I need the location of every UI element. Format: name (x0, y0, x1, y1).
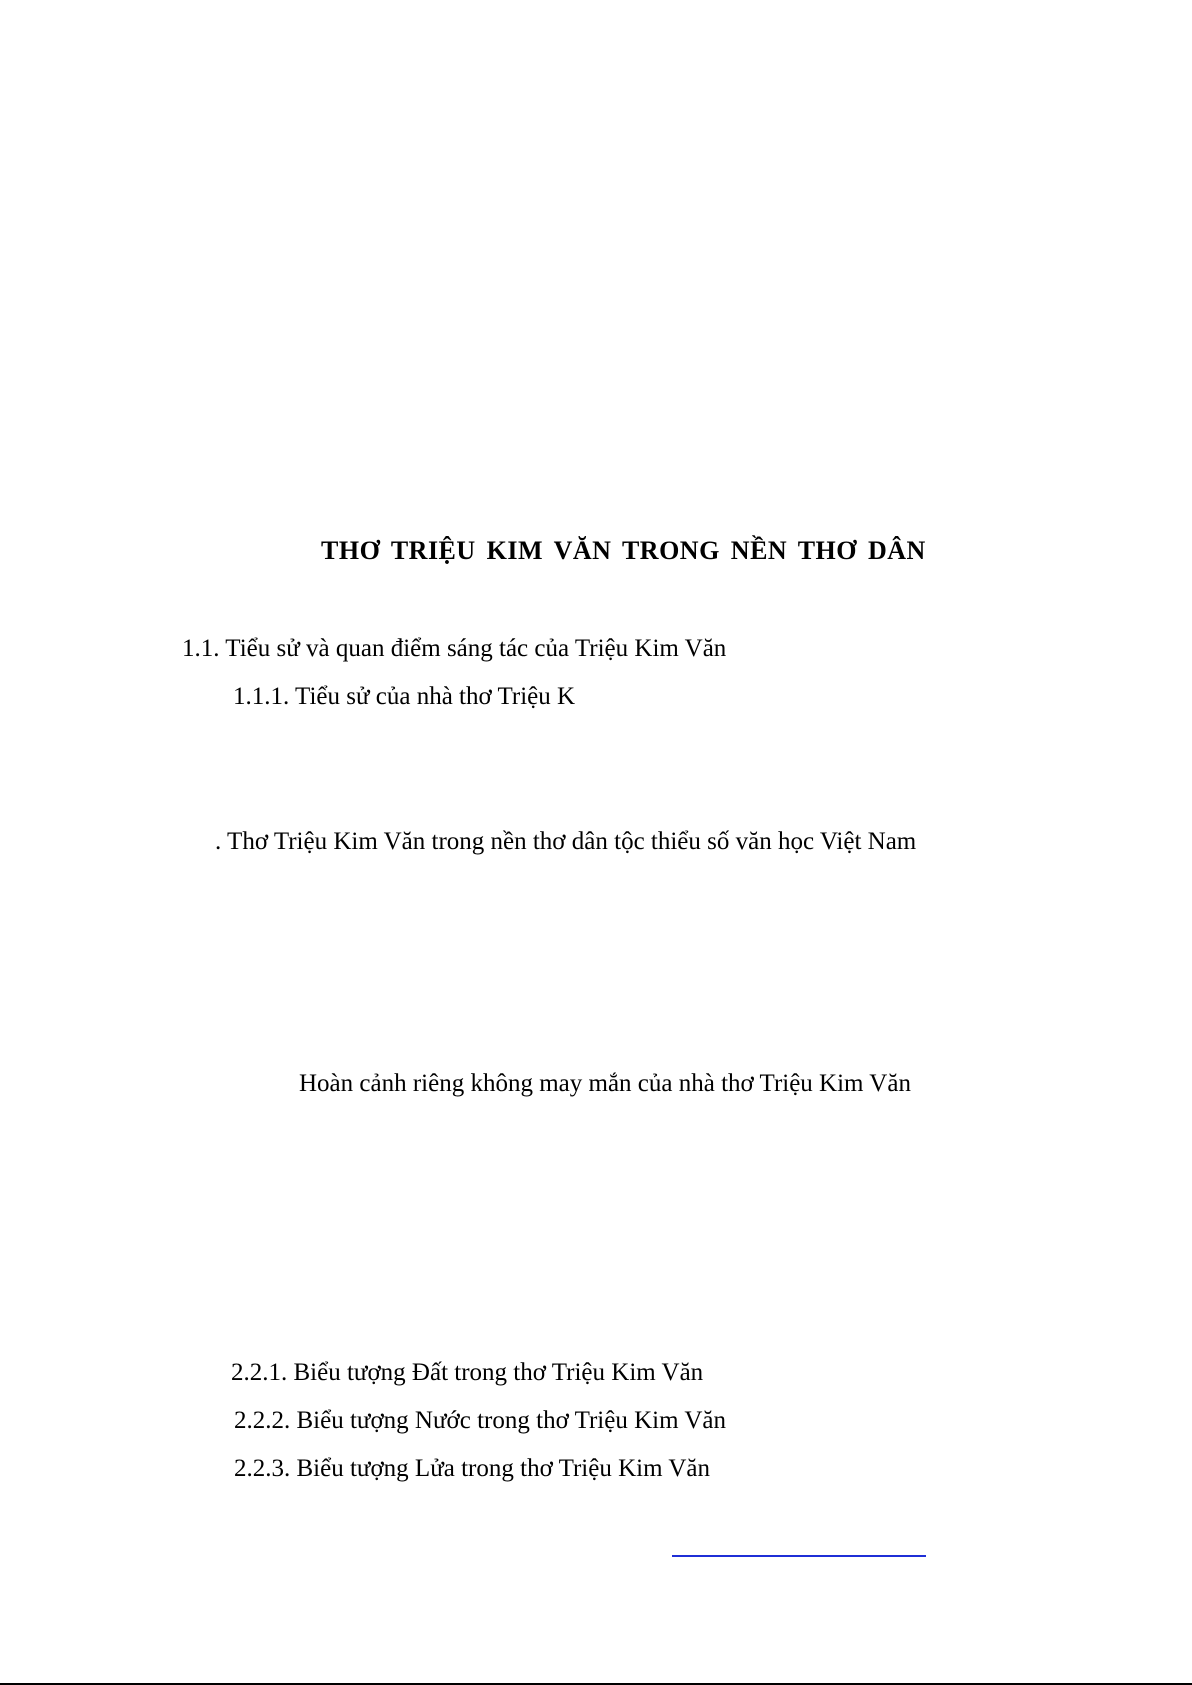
toc-entry-tho-trieu-kim-van: . Thơ Triệu Kim Văn trong nền thơ dân tộc thiểu số văn học Việt Nam (215, 828, 917, 855)
toc-entry-2-2-2: 2.2.2. Biểu tượng Nước trong thơ Triệu Kim Văn (234, 1407, 726, 1434)
chapter-title: THƠ TRIỆU KIM VĂN TRONG NỀN THƠ DÂN (321, 536, 926, 565)
toc-entry-2-2-1: 2.2.1. Biểu tượng Đất trong thơ Triệu Kim Văn (231, 1359, 704, 1386)
toc-entry-hoan-canh: Hoàn cảnh riêng không may mắn của nhà thơ Triệu Kim Văn (299, 1070, 911, 1097)
toc-entry-2-2-3: 2.2.3. Biểu tượng Lửa trong thơ Triệu Kim Văn (234, 1455, 710, 1482)
blue-link-underline (672, 1555, 926, 1557)
toc-entry-1-1-1: 1.1.1. Tiểu sử của nhà thơ Triệu K (233, 683, 576, 710)
toc-entry-1-1: 1.1. Tiểu sử và quan điểm sáng tác của Triệu Kim Văn (182, 635, 727, 662)
